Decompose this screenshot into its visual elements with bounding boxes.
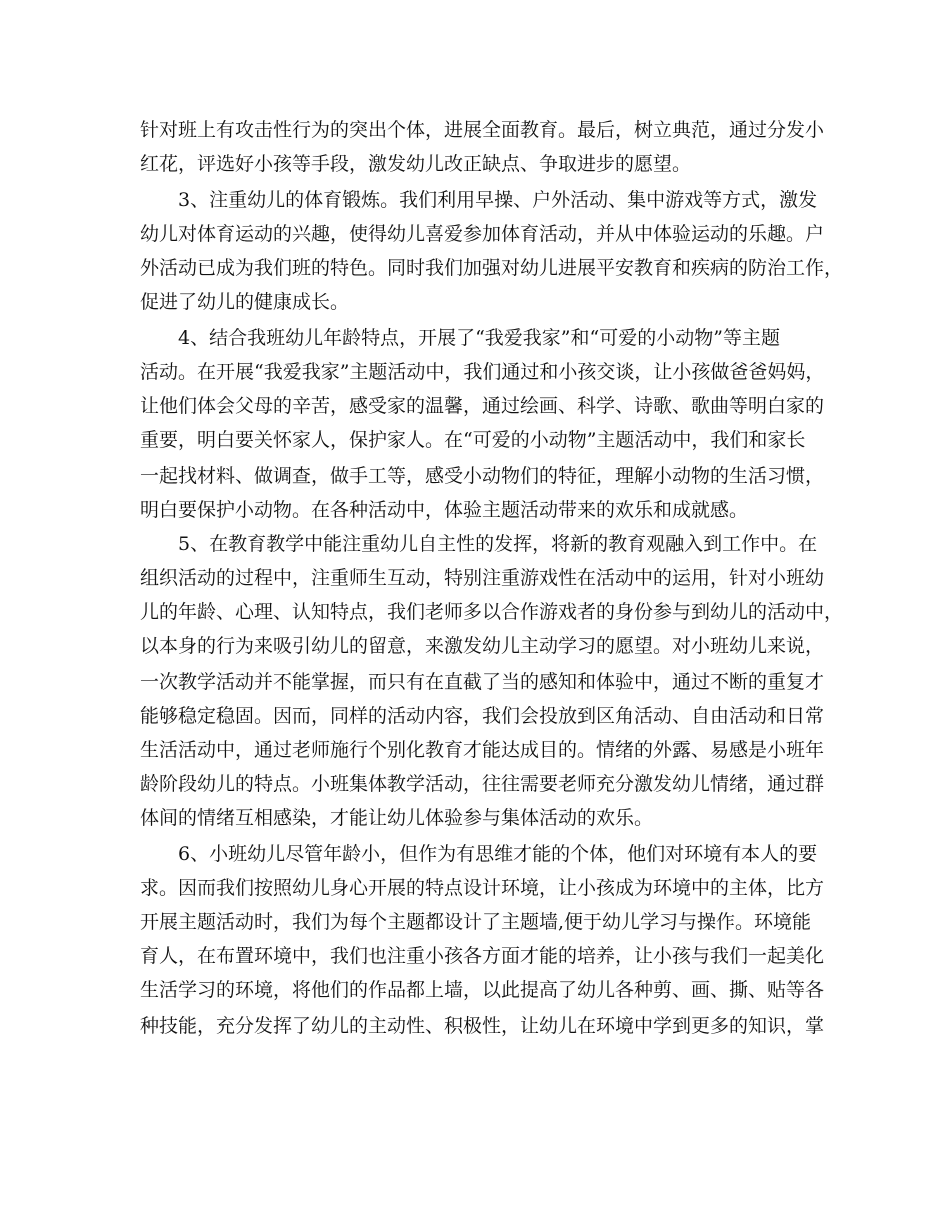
text-line: 组织活动的过程中，注重师生互动，特别注重游戏性在活动中的运用，针对小班幼 [140,567,825,589]
text-line: 红花，评选好小孩等手段，激发幼儿改正缺点、争取进步的愿望。 [140,153,692,175]
text-line: 育人，在布置环境中，我们也注重小孩各方面才能的培养，让小孩与我们一起美化 [140,945,825,967]
text-line: 体间的情绪互相感染，才能让幼儿体验参与集体活动的欢乐。 [140,807,654,829]
text-line: 以本身的行为来吸引幼儿的留意，来激发幼儿主动学习的愿望。对小班幼儿来说， [140,635,825,657]
text-line: 活动。在开展“我爱我家”主题活动中，我们通过和小孩交谈，让小孩做爸爸妈妈， [140,361,825,383]
text-line: 一起找材料、做调查，做手工等，感受小动物们的特征，理解小动物的生活习惯， [140,465,825,487]
text-line: 3、注重幼儿的体育锻炼。我们利用早操、户外活动、集中游戏等方式，激发 [178,189,818,211]
text-line: 生活活动中，通过老师施行个别化教育才能达成目的。情绪的外露、易感是小班年 [140,739,825,761]
text-line: 让他们体会父母的辛苦，感受家的温馨，通过绘画、科学、诗歌、歌曲等明白家的 [140,395,825,417]
text-line: 开展主题活动时，我们为每个主题都设计了主题墙,便于幼儿学习与操作。环境能 [140,911,812,933]
text-line: 明白要保护小动物。在各种活动中，体验主题活动带来的欢乐和成就感。 [140,499,749,521]
text-line: 儿的年龄、心理、认知特点，我们老师多以合作游戏者的身份参与到幼儿的活动中， [140,601,844,623]
text-line: 龄阶段幼儿的特点。小班集体教学活动，往往需要老师充分激发幼儿情绪，通过群 [140,773,825,795]
text-line: 生活学习的环境，将他们的作品都上墙，以此提高了幼儿各种剪、画、撕、贴等各 [140,979,825,1001]
text-line: 一次教学活动并不能掌握，而只有在直截了当的感知和体验中，通过不断的重复才 [140,671,825,693]
text-line: 求。因而我们按照幼儿身心开展的特点设计环境，让小孩成为环境中的主体，比方 [140,877,825,899]
text-line: 幼儿对体育运动的兴趣，使得幼儿喜爱参加体育活动，并从中体验运动的乐趣。户 [140,223,825,245]
text-line: 重要，明白要关怀家人，保护家人。在“可爱的小动物”主题活动中，我们和家长 [140,429,806,451]
text-line: 种技能，充分发挥了幼儿的主动性、积极性，让幼儿在环境中学到更多的知识，掌 [140,1015,825,1037]
text-line: 外活动已成为我们班的特色。同时我们加强对幼儿进展平安教育和疾病的防治工作， [140,257,844,279]
text-line: 5、在教育教学中能注重幼儿自主性的发挥，将新的教育观融入到工作中。在 [178,533,818,555]
text-line: 4、结合我班幼儿年龄特点，开展了“我爱我家”和“可爱的小动物”等主题 [178,327,780,349]
text-line: 促进了幼儿的健康成长。 [140,291,350,313]
text-line: 6、小班幼儿尽管年龄小，但作为有思维才能的个体，他们对环境有本人的要 [178,843,818,865]
text-line: 能够稳定稳固。因而，同样的活动内容，我们会投放到区角活动、自由活动和日常 [140,705,825,727]
text-line: 针对班上有攻击性行为的突出个体，进展全面教育。最后，树立典范，通过分发小 [140,119,825,141]
